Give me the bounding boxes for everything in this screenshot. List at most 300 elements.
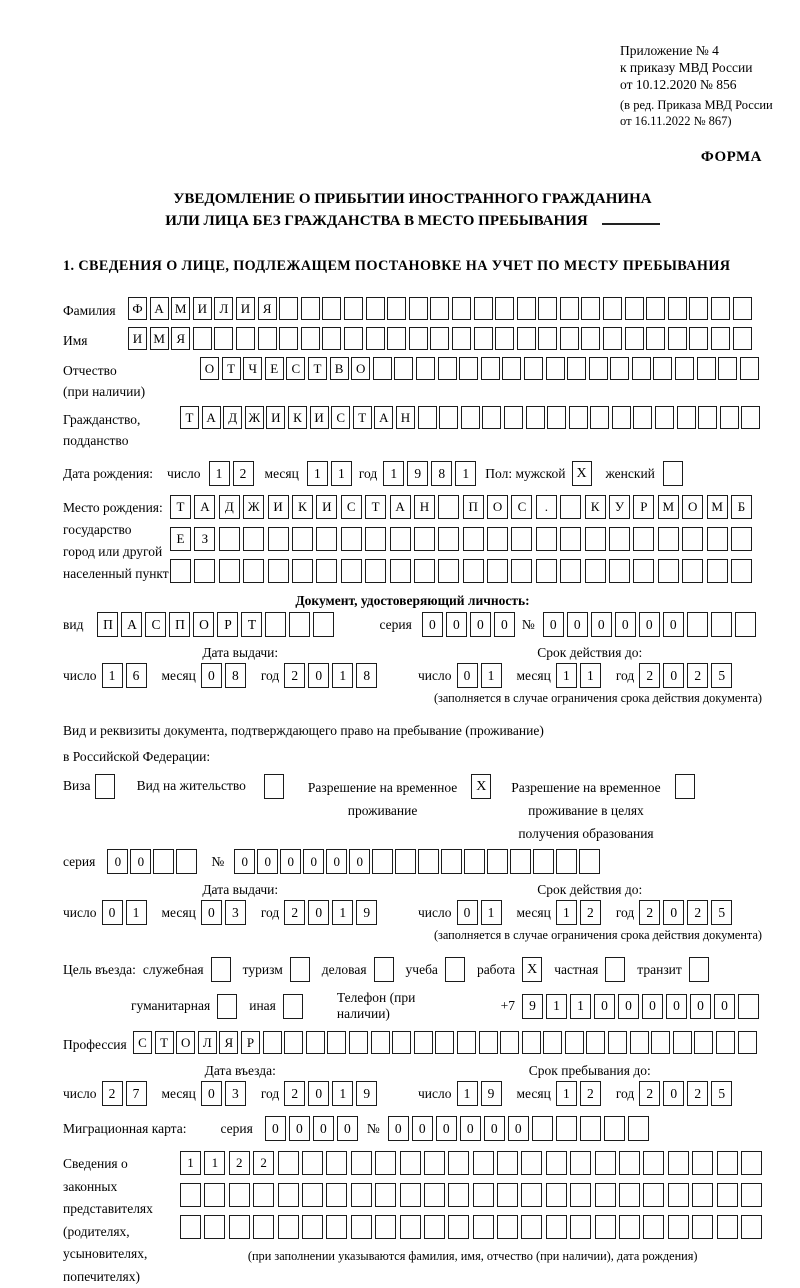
char-cell[interactable]: М (171, 297, 190, 320)
char-cell[interactable]: О (351, 357, 370, 380)
char-cell[interactable]: Т (180, 406, 199, 429)
char-cell[interactable] (697, 357, 716, 380)
char-cell[interactable]: 2 (284, 663, 305, 688)
char-cell[interactable] (689, 297, 708, 320)
char-cell[interactable]: Е (170, 527, 191, 551)
char-cell[interactable]: Т (155, 1031, 174, 1054)
char-cell[interactable] (316, 559, 337, 583)
char-cell[interactable] (278, 1151, 299, 1175)
char-cell[interactable] (707, 527, 728, 551)
char-cell[interactable] (302, 1215, 323, 1239)
char-cell[interactable] (414, 527, 435, 551)
char-cell[interactable]: 0 (308, 900, 329, 925)
char-cell[interactable] (258, 327, 277, 350)
char-cell[interactable] (581, 297, 600, 320)
char-cell[interactable]: Т (170, 495, 191, 519)
purpose-humanitarian-checkbox[interactable] (217, 994, 237, 1019)
char-cell[interactable] (711, 297, 730, 320)
char-cell[interactable]: 0 (508, 1116, 529, 1141)
char-cell[interactable] (502, 357, 521, 380)
char-cell[interactable] (567, 357, 586, 380)
char-cell[interactable]: Т (241, 612, 262, 637)
char-cell[interactable]: И (316, 495, 337, 519)
char-cell[interactable]: В (330, 357, 349, 380)
char-cell[interactable] (279, 327, 298, 350)
char-cell[interactable] (536, 559, 557, 583)
char-cell[interactable]: О (682, 495, 703, 519)
char-cell[interactable]: 8 (356, 663, 377, 688)
char-cell[interactable]: 0 (470, 612, 491, 637)
char-cell[interactable]: И (310, 406, 329, 429)
char-cell[interactable]: У (609, 495, 630, 519)
char-cell[interactable] (482, 406, 501, 429)
char-cell[interactable]: 2 (639, 1081, 660, 1106)
char-cell[interactable] (692, 1183, 713, 1207)
char-cell[interactable] (474, 327, 493, 350)
char-cell[interactable] (424, 1215, 445, 1239)
char-cell[interactable] (375, 1215, 396, 1239)
char-cell[interactable] (585, 559, 606, 583)
char-cell[interactable] (326, 1151, 347, 1175)
char-cell[interactable] (619, 1215, 640, 1239)
char-cell[interactable]: 0 (107, 849, 128, 874)
char-cell[interactable] (351, 1215, 372, 1239)
char-cell[interactable] (521, 1215, 542, 1239)
char-cell[interactable]: 0 (494, 612, 515, 637)
char-cell[interactable]: Д (219, 495, 240, 519)
char-cell[interactable] (292, 527, 313, 551)
char-cell[interactable] (448, 1183, 469, 1207)
char-cell[interactable]: 1 (126, 900, 147, 925)
char-cell[interactable] (717, 1215, 738, 1239)
char-cell[interactable] (180, 1183, 201, 1207)
char-cell[interactable]: 2 (253, 1151, 274, 1175)
char-cell[interactable]: О (487, 495, 508, 519)
char-cell[interactable] (487, 849, 508, 874)
char-cell[interactable] (176, 849, 197, 874)
char-cell[interactable] (560, 327, 579, 350)
char-cell[interactable]: 1 (102, 663, 123, 688)
char-cell[interactable]: 0 (388, 1116, 409, 1141)
char-cell[interactable] (668, 1215, 689, 1239)
char-cell[interactable] (253, 1183, 274, 1207)
char-cell[interactable] (643, 1183, 664, 1207)
char-cell[interactable] (604, 1116, 625, 1141)
char-cell[interactable] (612, 406, 631, 429)
purpose-commercial-checkbox[interactable] (374, 957, 394, 982)
char-cell[interactable]: А (390, 495, 411, 519)
char-cell[interactable] (590, 406, 609, 429)
char-cell[interactable] (692, 1151, 713, 1175)
char-cell[interactable]: Д (223, 406, 242, 429)
char-cell[interactable]: Л (198, 1031, 217, 1054)
char-cell[interactable]: 1 (180, 1151, 201, 1175)
char-cell[interactable]: С (511, 495, 532, 519)
char-cell[interactable] (603, 327, 622, 350)
char-cell[interactable]: И (266, 406, 285, 429)
char-cell[interactable] (546, 1151, 567, 1175)
char-cell[interactable]: О (200, 357, 219, 380)
char-cell[interactable] (720, 406, 739, 429)
char-cell[interactable] (731, 559, 752, 583)
char-cell[interactable] (473, 1215, 494, 1239)
char-cell[interactable]: Ф (128, 297, 147, 320)
char-cell[interactable] (677, 406, 696, 429)
char-cell[interactable]: 0 (446, 612, 467, 637)
char-cell[interactable] (633, 406, 652, 429)
char-cell[interactable] (438, 357, 457, 380)
char-cell[interactable] (707, 559, 728, 583)
char-cell[interactable] (219, 527, 240, 551)
char-cell[interactable]: 5 (711, 1081, 732, 1106)
char-cell[interactable] (521, 1151, 542, 1175)
char-cell[interactable]: П (97, 612, 118, 637)
char-cell[interactable] (689, 327, 708, 350)
char-cell[interactable] (524, 357, 543, 380)
char-cell[interactable] (301, 327, 320, 350)
char-cell[interactable] (392, 1031, 411, 1054)
char-cell[interactable]: 1 (556, 663, 577, 688)
char-cell[interactable] (452, 327, 471, 350)
char-cell[interactable] (418, 849, 439, 874)
char-cell[interactable] (668, 297, 687, 320)
char-cell[interactable]: 0 (308, 663, 329, 688)
char-cell[interactable] (409, 297, 428, 320)
residence-permit-checkbox[interactable] (264, 774, 284, 799)
char-cell[interactable]: А (150, 297, 169, 320)
char-cell[interactable] (546, 1183, 567, 1207)
char-cell[interactable] (424, 1151, 445, 1175)
char-cell[interactable]: 0 (337, 1116, 358, 1141)
char-cell[interactable] (265, 612, 286, 637)
char-cell[interactable] (344, 327, 363, 350)
char-cell[interactable]: Т (353, 406, 372, 429)
char-cell[interactable]: 1 (307, 461, 328, 486)
char-cell[interactable] (698, 406, 717, 429)
char-cell[interactable] (585, 527, 606, 551)
char-cell[interactable]: 0 (313, 1116, 334, 1141)
char-cell[interactable]: 1 (209, 461, 230, 486)
char-cell[interactable]: 0 (663, 1081, 684, 1106)
char-cell[interactable] (675, 357, 694, 380)
char-cell[interactable] (306, 1031, 325, 1054)
char-cell[interactable] (526, 406, 545, 429)
char-cell[interactable] (372, 849, 393, 874)
char-cell[interactable] (229, 1215, 250, 1239)
char-cell[interactable] (424, 1183, 445, 1207)
char-cell[interactable]: И (193, 297, 212, 320)
char-cell[interactable] (628, 1116, 649, 1141)
char-cell[interactable]: 0 (663, 900, 684, 925)
char-cell[interactable] (569, 406, 588, 429)
char-cell[interactable]: 1 (457, 1081, 478, 1106)
char-cell[interactable] (418, 406, 437, 429)
char-cell[interactable] (668, 327, 687, 350)
visa-checkbox[interactable] (95, 774, 115, 799)
char-cell[interactable] (633, 527, 654, 551)
char-cell[interactable] (487, 527, 508, 551)
char-cell[interactable]: 1 (455, 461, 476, 486)
char-cell[interactable]: 0 (308, 1081, 329, 1106)
char-cell[interactable]: Б (731, 495, 752, 519)
char-cell[interactable]: 2 (233, 461, 254, 486)
char-cell[interactable] (673, 1031, 692, 1054)
purpose-study-checkbox[interactable] (445, 957, 465, 982)
char-cell[interactable] (668, 1183, 689, 1207)
char-cell[interactable]: И (128, 327, 147, 350)
char-cell[interactable]: С (145, 612, 166, 637)
char-cell[interactable]: 5 (711, 900, 732, 925)
char-cell[interactable]: 0 (326, 849, 347, 874)
char-cell[interactable] (682, 559, 703, 583)
char-cell[interactable] (716, 1031, 735, 1054)
char-cell[interactable]: 2 (284, 900, 305, 925)
char-cell[interactable] (278, 1183, 299, 1207)
char-cell[interactable]: 0 (436, 1116, 457, 1141)
char-cell[interactable] (547, 406, 566, 429)
char-cell[interactable] (565, 1031, 584, 1054)
char-cell[interactable] (740, 357, 759, 380)
char-cell[interactable] (625, 297, 644, 320)
char-cell[interactable]: 0 (201, 900, 222, 925)
char-cell[interactable] (409, 327, 428, 350)
char-cell[interactable]: 8 (431, 461, 452, 486)
char-cell[interactable] (504, 406, 523, 429)
char-cell[interactable]: 0 (642, 994, 663, 1019)
char-cell[interactable]: Ж (243, 495, 264, 519)
char-cell[interactable]: 8 (225, 663, 246, 688)
char-cell[interactable]: 2 (284, 1081, 305, 1106)
char-cell[interactable] (570, 1151, 591, 1175)
char-cell[interactable]: Я (219, 1031, 238, 1054)
char-cell[interactable] (253, 1215, 274, 1239)
char-cell[interactable]: 0 (412, 1116, 433, 1141)
char-cell[interactable] (473, 1151, 494, 1175)
char-cell[interactable]: 5 (711, 663, 732, 688)
char-cell[interactable] (511, 559, 532, 583)
char-cell[interactable] (718, 357, 737, 380)
char-cell[interactable]: Р (241, 1031, 260, 1054)
char-cell[interactable] (400, 1183, 421, 1207)
char-cell[interactable]: 2 (580, 900, 601, 925)
char-cell[interactable] (497, 1151, 518, 1175)
char-cell[interactable]: П (463, 495, 484, 519)
char-cell[interactable]: К (292, 495, 313, 519)
char-cell[interactable]: 2 (639, 900, 660, 925)
char-cell[interactable]: 9 (356, 900, 377, 925)
char-cell[interactable]: И (236, 297, 255, 320)
char-cell[interactable]: 2 (687, 663, 708, 688)
char-cell[interactable] (717, 1151, 738, 1175)
char-cell[interactable] (153, 849, 174, 874)
char-cell[interactable]: 1 (481, 900, 502, 925)
char-cell[interactable] (632, 357, 651, 380)
char-cell[interactable]: 7 (126, 1081, 147, 1106)
char-cell[interactable] (448, 1151, 469, 1175)
char-cell[interactable]: 2 (229, 1151, 250, 1175)
char-cell[interactable]: Н (414, 495, 435, 519)
char-cell[interactable]: 0 (663, 663, 684, 688)
char-cell[interactable] (580, 1116, 601, 1141)
char-cell[interactable] (521, 1183, 542, 1207)
char-cell[interactable]: М (658, 495, 679, 519)
char-cell[interactable] (430, 327, 449, 350)
char-cell[interactable] (517, 327, 536, 350)
char-cell[interactable]: П (169, 612, 190, 637)
char-cell[interactable]: С (286, 357, 305, 380)
char-cell[interactable] (371, 1031, 390, 1054)
char-cell[interactable]: 1 (332, 900, 353, 925)
char-cell[interactable] (214, 327, 233, 350)
char-cell[interactable] (560, 527, 581, 551)
char-cell[interactable] (463, 559, 484, 583)
char-cell[interactable]: 0 (130, 849, 151, 874)
char-cell[interactable] (441, 849, 462, 874)
char-cell[interactable] (658, 559, 679, 583)
char-cell[interactable] (625, 327, 644, 350)
char-cell[interactable]: З (194, 527, 215, 551)
char-cell[interactable] (643, 1215, 664, 1239)
char-cell[interactable] (495, 327, 514, 350)
char-cell[interactable] (733, 297, 752, 320)
char-cell[interactable]: 1 (204, 1151, 225, 1175)
char-cell[interactable] (497, 1215, 518, 1239)
char-cell[interactable] (741, 1215, 762, 1239)
sex-female-checkbox[interactable] (663, 461, 683, 486)
char-cell[interactable] (351, 1151, 372, 1175)
char-cell[interactable] (268, 559, 289, 583)
char-cell[interactable] (316, 527, 337, 551)
char-cell[interactable] (284, 1031, 303, 1054)
char-cell[interactable]: 0 (615, 612, 636, 637)
char-cell[interactable] (633, 559, 654, 583)
char-cell[interactable]: 0 (666, 994, 687, 1019)
char-cell[interactable] (500, 1031, 519, 1054)
char-cell[interactable]: Л (214, 297, 233, 320)
char-cell[interactable]: 0 (457, 900, 478, 925)
purpose-tourism-checkbox[interactable] (290, 957, 310, 982)
char-cell[interactable] (546, 357, 565, 380)
char-cell[interactable] (731, 527, 752, 551)
char-cell[interactable] (589, 357, 608, 380)
char-cell[interactable] (479, 1031, 498, 1054)
char-cell[interactable] (609, 559, 630, 583)
char-cell[interactable] (292, 559, 313, 583)
char-cell[interactable] (538, 327, 557, 350)
char-cell[interactable] (438, 495, 459, 519)
char-cell[interactable] (193, 327, 212, 350)
char-cell[interactable]: А (194, 495, 215, 519)
char-cell[interactable]: Ч (243, 357, 262, 380)
char-cell[interactable] (341, 559, 362, 583)
char-cell[interactable]: 0 (257, 849, 278, 874)
char-cell[interactable] (430, 297, 449, 320)
char-cell[interactable]: 2 (687, 1081, 708, 1106)
char-cell[interactable]: Т (365, 495, 386, 519)
char-cell[interactable] (717, 1183, 738, 1207)
char-cell[interactable]: 9 (356, 1081, 377, 1106)
char-cell[interactable]: 6 (126, 663, 147, 688)
char-cell[interactable]: 1 (556, 1081, 577, 1106)
char-cell[interactable] (366, 297, 385, 320)
char-cell[interactable] (400, 1151, 421, 1175)
char-cell[interactable] (313, 612, 334, 637)
char-cell[interactable] (595, 1215, 616, 1239)
char-cell[interactable] (219, 559, 240, 583)
char-cell[interactable] (375, 1151, 396, 1175)
char-cell[interactable] (394, 357, 413, 380)
char-cell[interactable] (533, 849, 554, 874)
char-cell[interactable] (738, 1031, 757, 1054)
char-cell[interactable] (301, 297, 320, 320)
char-cell[interactable] (459, 357, 478, 380)
char-cell[interactable] (448, 1215, 469, 1239)
char-cell[interactable] (556, 1116, 577, 1141)
char-cell[interactable] (694, 1031, 713, 1054)
char-cell[interactable] (387, 297, 406, 320)
char-cell[interactable] (279, 297, 298, 320)
char-cell[interactable]: 2 (639, 663, 660, 688)
char-cell[interactable] (322, 297, 341, 320)
char-cell[interactable]: 0 (591, 612, 612, 637)
char-cell[interactable] (473, 1183, 494, 1207)
char-cell[interactable] (646, 297, 665, 320)
char-cell[interactable] (204, 1183, 225, 1207)
char-cell[interactable] (586, 1031, 605, 1054)
char-cell[interactable] (532, 1116, 553, 1141)
char-cell[interactable] (461, 406, 480, 429)
char-cell[interactable] (570, 1215, 591, 1239)
char-cell[interactable] (653, 357, 672, 380)
char-cell[interactable] (302, 1151, 323, 1175)
char-cell[interactable]: 0 (234, 849, 255, 874)
purpose-work-checkbox[interactable]: X (522, 957, 542, 982)
char-cell[interactable]: 0 (618, 994, 639, 1019)
char-cell[interactable] (560, 559, 581, 583)
char-cell[interactable] (560, 297, 579, 320)
char-cell[interactable] (595, 1151, 616, 1175)
char-cell[interactable]: С (341, 495, 362, 519)
char-cell[interactable] (327, 1031, 346, 1054)
char-cell[interactable] (546, 1215, 567, 1239)
char-cell[interactable] (610, 357, 629, 380)
char-cell[interactable]: С (331, 406, 350, 429)
char-cell[interactable]: 0 (714, 994, 735, 1019)
char-cell[interactable]: 3 (225, 1081, 246, 1106)
char-cell[interactable] (646, 327, 665, 350)
char-cell[interactable] (556, 849, 577, 874)
char-cell[interactable]: 2 (580, 1081, 601, 1106)
char-cell[interactable]: 1 (332, 1081, 353, 1106)
char-cell[interactable]: К (585, 495, 606, 519)
char-cell[interactable] (373, 357, 392, 380)
sex-male-checkbox[interactable]: X (572, 461, 592, 486)
char-cell[interactable] (487, 559, 508, 583)
char-cell[interactable]: 0 (484, 1116, 505, 1141)
char-cell[interactable] (180, 1215, 201, 1239)
char-cell[interactable] (464, 849, 485, 874)
char-cell[interactable] (375, 1183, 396, 1207)
char-cell[interactable]: 9 (481, 1081, 502, 1106)
char-cell[interactable] (595, 1183, 616, 1207)
char-cell[interactable] (365, 559, 386, 583)
char-cell[interactable] (619, 1151, 640, 1175)
char-cell[interactable] (560, 495, 581, 519)
char-cell[interactable]: Т (222, 357, 241, 380)
char-cell[interactable] (400, 1215, 421, 1239)
char-cell[interactable]: Я (258, 297, 277, 320)
char-cell[interactable]: 0 (543, 612, 564, 637)
